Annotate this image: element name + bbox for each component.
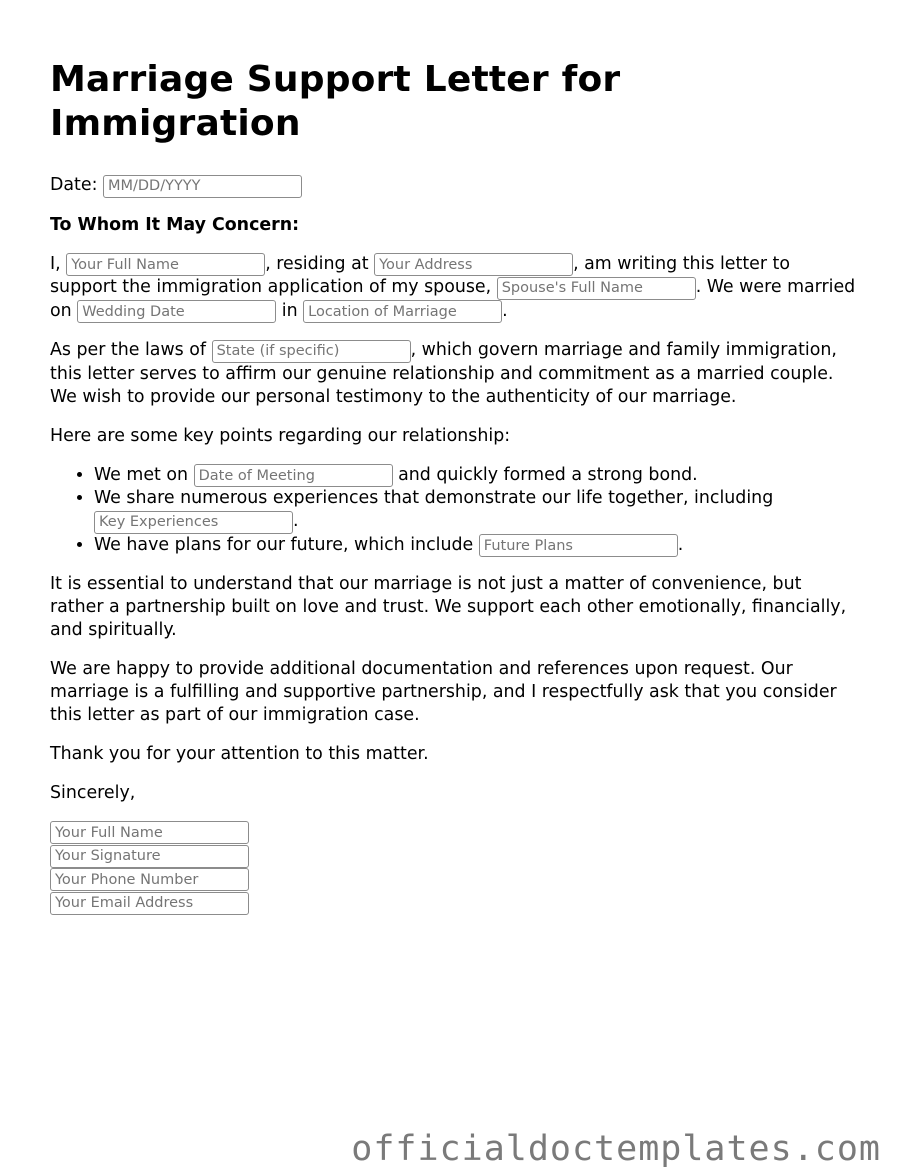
- salutation: To Whom It May Concern:: [50, 214, 300, 235]
- convenience-paragraph: It is essential to understand that our marriage is not just a matter of convenience, but rather a partnership built on love and trust. We support each other emotionally, financially, and spiritually.: [50, 574, 847, 640]
- laws-text-1: As per the laws of: [50, 340, 207, 360]
- date-label: Date:: [50, 175, 98, 195]
- key-experiences-input[interactable]: [94, 511, 293, 534]
- signature-name-input[interactable]: [50, 821, 249, 844]
- list-item: [94, 464, 860, 488]
- thanks-line: Thank you for your attention to this matter.: [50, 744, 429, 764]
- list-item: [94, 534, 860, 558]
- date-line: [50, 174, 860, 198]
- list-item: [94, 487, 860, 534]
- intro-text-4: . We were married on: [50, 277, 856, 321]
- full-name-input[interactable]: [66, 253, 265, 276]
- letter-page: [50, 58, 860, 915]
- bullet-1-text-2: and quickly formed a strong bond.: [398, 464, 698, 485]
- future-plans-input[interactable]: [479, 534, 678, 557]
- intro-text-3: , am writing this letter to support the immigration application of my spouse,: [50, 253, 790, 297]
- signature-block: [50, 821, 860, 915]
- page-title: Marriage Support Letter for Immigration: [50, 59, 621, 144]
- intro-text-6: .: [502, 300, 508, 321]
- phone-input[interactable]: [50, 868, 249, 891]
- marriage-location-input[interactable]: [303, 300, 502, 323]
- email-input[interactable]: [50, 892, 249, 915]
- intro-text-2: , residing at: [265, 253, 369, 274]
- laws-text-2: , which govern marriage and family immigration, this letter serves to affirm our genuine relationship and commitment as a married couple. We wish to provide our personal testimony to the authenticity of our marriage.: [50, 340, 837, 407]
- laws-paragraph: [50, 339, 860, 409]
- documentation-paragraph: We are happy to provide additional documentation and references upon request. Our marriage is a fulfilling and supportive partnership, and I respectfully ask that you consider this letter as part of our immigration case.: [50, 659, 837, 725]
- bullet-1-text-1: We met on: [94, 464, 189, 485]
- key-points-list: [50, 464, 860, 558]
- intro-text-1: I,: [50, 253, 61, 274]
- closing-line: Sincerely,: [50, 783, 136, 803]
- wedding-date-input[interactable]: [77, 300, 276, 323]
- signature-input[interactable]: [50, 845, 249, 868]
- bullet-2-text-2: .: [293, 511, 299, 531]
- state-input[interactable]: [212, 340, 411, 363]
- bullet-3-text-2: .: [677, 534, 684, 555]
- meeting-date-input[interactable]: [194, 464, 393, 487]
- date-input[interactable]: [103, 175, 302, 198]
- address-input[interactable]: [374, 253, 573, 276]
- bullet-3-text-1: We have plans for our future, which include: [94, 534, 474, 555]
- bullet-2-text-1: We share numerous experiences that demonstrate our life together, including: [94, 488, 774, 508]
- watermark: officialdoctemplates.com: [351, 1129, 881, 1169]
- key-points-intro: Here are some key points regarding our relationship:: [50, 425, 511, 446]
- intro-text-5: in: [281, 300, 298, 321]
- spouse-name-input[interactable]: [497, 277, 696, 300]
- intro-paragraph: [50, 253, 860, 324]
